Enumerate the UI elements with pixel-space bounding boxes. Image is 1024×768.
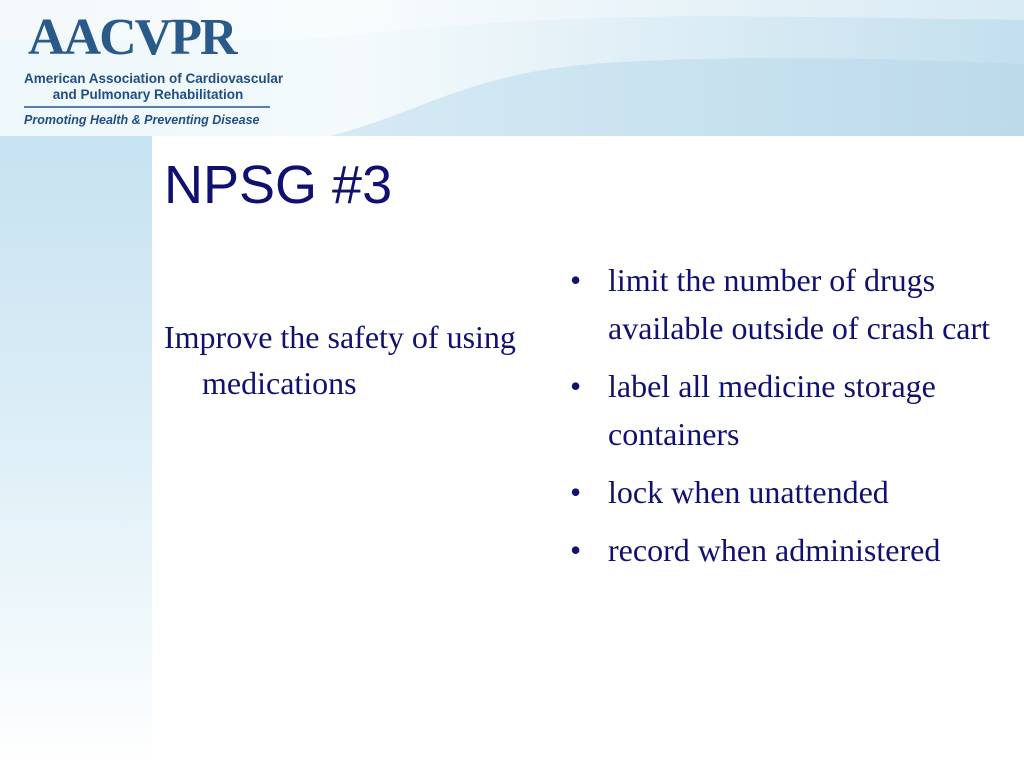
aacvpr-logo xyxy=(24,9,284,128)
list-item xyxy=(568,362,1008,458)
bullet-icon: • xyxy=(570,368,582,404)
left-text: Improve the safety of using medications xyxy=(164,319,516,401)
left-gradient-strip xyxy=(0,136,152,768)
bullet-list xyxy=(568,256,1008,584)
bullet-icon: • xyxy=(570,532,582,568)
bullet-text: lock when unattended xyxy=(608,474,889,510)
list-item xyxy=(568,526,1008,574)
list-item xyxy=(568,256,1008,352)
logo-divider xyxy=(24,106,270,108)
bullet-icon: • xyxy=(570,474,582,510)
logo-tagline: Promoting Health & Preventing Disease xyxy=(24,113,260,127)
bullet-icon: • xyxy=(570,262,582,298)
bullet-text: limit the number of drugs available outside of crash cart xyxy=(608,262,991,346)
logo-org-name-line1: American Association of Cardiovascular xyxy=(24,71,284,86)
logo-org-name-line2: and Pulmonary Rehabilitation xyxy=(52,87,244,102)
bullet-text: record when administered xyxy=(608,532,941,568)
slide-title: NPSG #3 xyxy=(164,155,393,215)
bullet-text: label all medicine storage containers xyxy=(608,368,936,452)
list-item xyxy=(568,468,1008,516)
logo-wordmark: AACVPR xyxy=(28,9,236,66)
